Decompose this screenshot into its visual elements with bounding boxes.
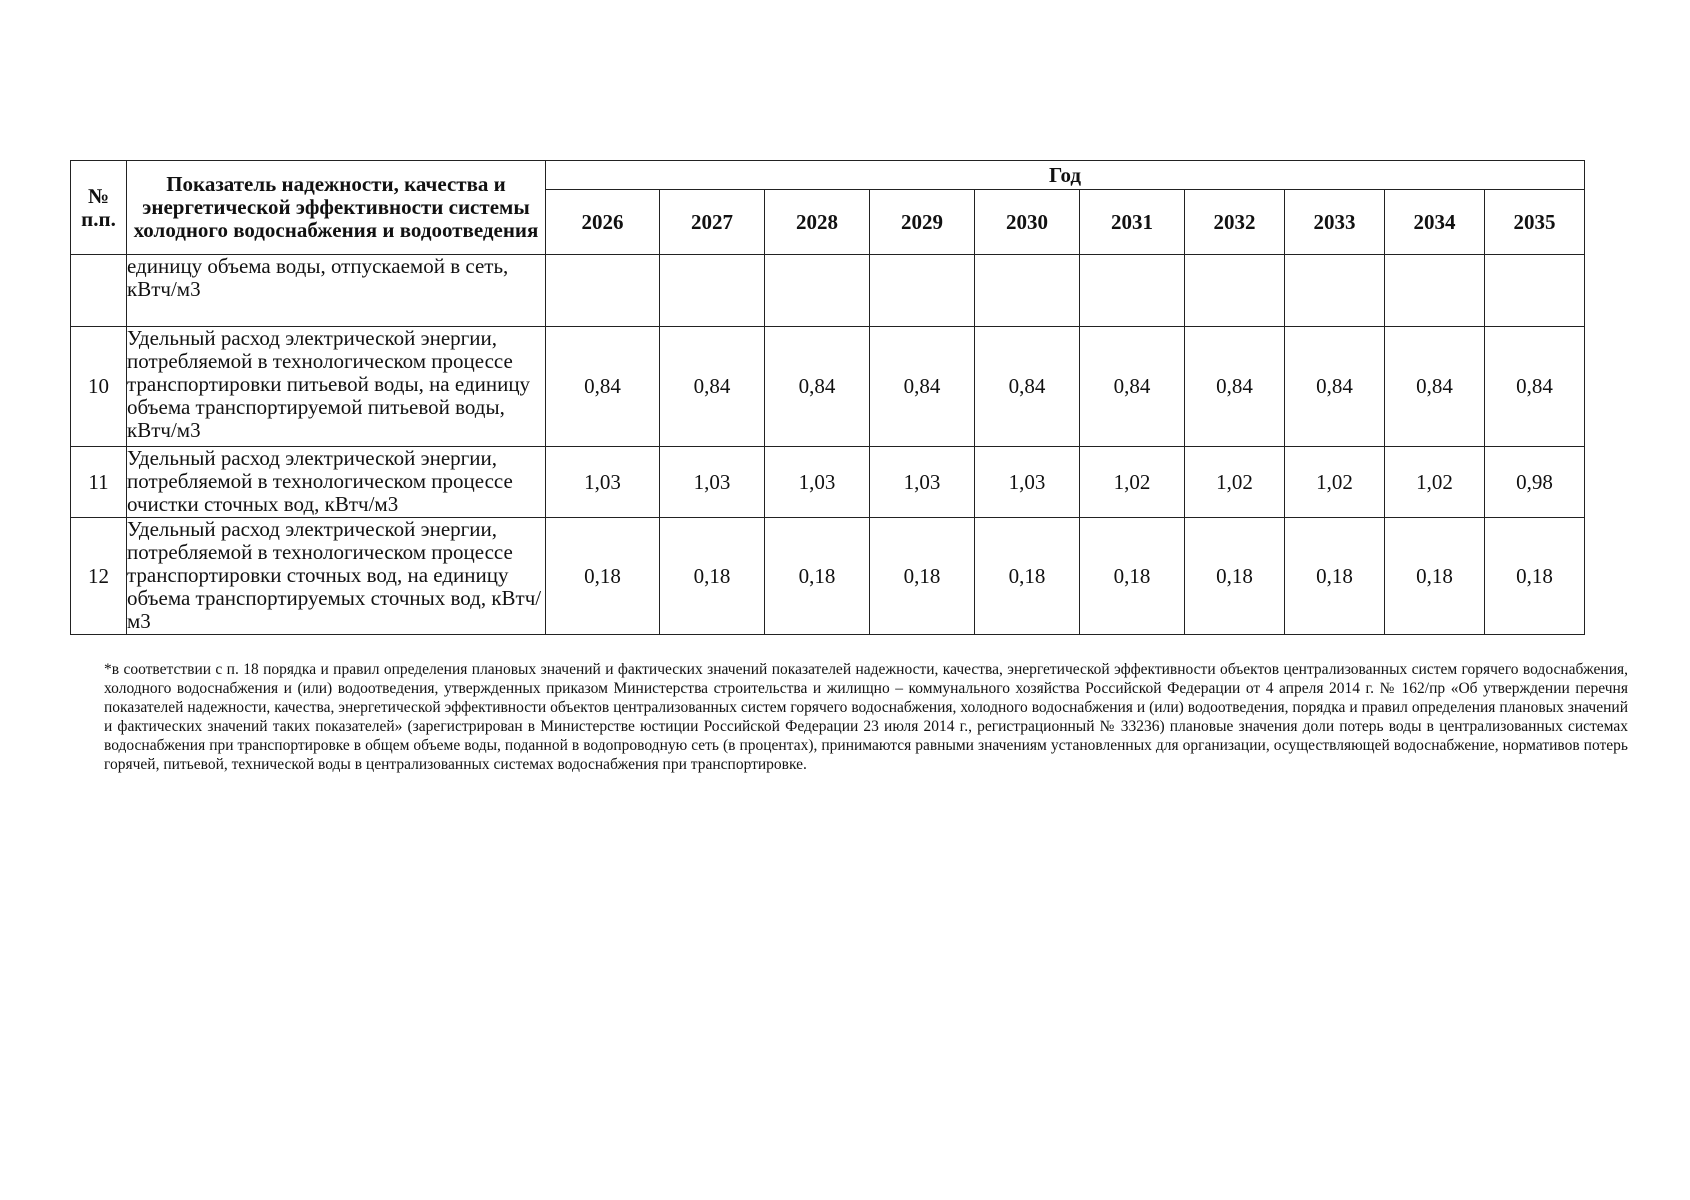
row-indicator-name: единицу объема воды, отпускаемой в сеть, кВтч/м3 <box>127 255 546 327</box>
row-number: 10 <box>71 327 127 447</box>
value-cell: 0,18 <box>1185 518 1285 635</box>
value-cell <box>765 255 870 327</box>
value-cell: 0,18 <box>1285 518 1385 635</box>
value-cell: 0,18 <box>546 518 660 635</box>
value-cell: 1,03 <box>975 447 1080 518</box>
table-row-continuation <box>71 255 1585 327</box>
header-year-2035: 2035 <box>1485 190 1585 255</box>
value-cell: 0,18 <box>975 518 1080 635</box>
value-cell: 0,84 <box>870 327 975 447</box>
value-cell: 0,84 <box>660 327 765 447</box>
value-cell: 0,18 <box>765 518 870 635</box>
value-cell <box>975 255 1080 327</box>
value-cell: 0,18 <box>1385 518 1485 635</box>
row-indicator-name: Удельный расход электрической энергии, потребляемой в технологическом процессе транспортировки питьевой воды, на единицу объема транспортируемой питьевой воды, кВтч/м3 <box>127 327 546 447</box>
footnote: *в соответствии с п. 18 порядка и правил определения плановых значений и фактических значений показателей надежности, качества, энергетической эффективности объектов централизованных систем горячего водоснабжения, холодного водоснабжения и (или) водоотведения, утвержденных приказом Министерства строительства и жилищно – коммунального хозяйства Российской Федерации от 4 апреля 2014 г. № 162/пр «Об утверждении перечня показателей надежности, качества, энергетической эффективности объектов централизованных систем горячего водоснабжения, холодного водоснабжения и (или) водоотведения, порядка и правил определения плановых значений и фактических значений таких показателей» (зарегистрирован в Министерстве юстиции Российской Федерации 23 июля 2014 г., регистрационный № 33236) плановые значения доли потерь воды в централизованных системах водоснабжения при транспортировке в общем объеме воды, поданной в водопроводную сеть (в процентах), принимаются равными значениям установленных для организации, осуществляющей водоснабжение, нормативов потерь горячей, питьевой, технической воды в централизованных системах водоснабжения при транспортировке. <box>104 661 1628 773</box>
row-indicator-name: Удельный расход электрической энергии, потребляемой в технологическом процессе транспортировки сточных вод, на единицу объема транспортируемых сточных вод, кВтч/м3 <box>127 518 546 635</box>
table-row-11 <box>71 447 1585 518</box>
header-year-2032: 2032 <box>1185 190 1285 255</box>
header-year-2034: 2034 <box>1385 190 1485 255</box>
row-indicator-name: Удельный расход электрической энергии, потребляемой в технологическом процессе очистки сточных вод, кВтч/м3 <box>127 447 546 518</box>
value-cell: 0,84 <box>546 327 660 447</box>
value-cell: 0,84 <box>1385 327 1485 447</box>
value-cell <box>546 255 660 327</box>
row-number: 11 <box>71 447 127 518</box>
value-cell <box>1080 255 1185 327</box>
value-cell: 1,03 <box>765 447 870 518</box>
header-year-2026: 2026 <box>546 190 660 255</box>
value-cell: 1,03 <box>546 447 660 518</box>
indicators-table <box>70 160 1585 635</box>
value-cell: 0,84 <box>975 327 1080 447</box>
value-cell: 0,84 <box>765 327 870 447</box>
value-cell <box>660 255 765 327</box>
header-year-2030: 2030 <box>975 190 1080 255</box>
header-year-2028: 2028 <box>765 190 870 255</box>
header-year-group: Год <box>546 161 1585 190</box>
row-number <box>71 255 127 327</box>
value-cell <box>1285 255 1385 327</box>
value-cell: 1,03 <box>660 447 765 518</box>
header-row-top <box>71 161 1585 190</box>
value-cell: 0,84 <box>1185 327 1285 447</box>
value-cell: 0,84 <box>1080 327 1185 447</box>
value-cell: 0,84 <box>1285 327 1385 447</box>
header-year-2031: 2031 <box>1080 190 1185 255</box>
header-year-2027: 2027 <box>660 190 765 255</box>
value-cell <box>1385 255 1485 327</box>
table-row-12 <box>71 518 1585 635</box>
value-cell <box>1485 255 1585 327</box>
value-cell: 1,02 <box>1080 447 1185 518</box>
header-no: № п.п. <box>71 161 127 255</box>
value-cell <box>1185 255 1285 327</box>
header-year-2033: 2033 <box>1285 190 1385 255</box>
value-cell: 0,18 <box>870 518 975 635</box>
value-cell: 0,18 <box>1080 518 1185 635</box>
value-cell: 1,02 <box>1185 447 1285 518</box>
value-cell: 1,03 <box>870 447 975 518</box>
value-cell <box>870 255 975 327</box>
table-row-10 <box>71 327 1585 447</box>
row-number: 12 <box>71 518 127 635</box>
value-cell: 1,02 <box>1285 447 1385 518</box>
value-cell: 1,02 <box>1385 447 1485 518</box>
header-indicator: Показатель надежности, качества и энергетической эффективности системы холодного водоснабжения и водоотведения <box>127 161 546 255</box>
header-year-2029: 2029 <box>870 190 975 255</box>
value-cell: 0,84 <box>1485 327 1585 447</box>
value-cell: 0,18 <box>1485 518 1585 635</box>
value-cell: 0,98 <box>1485 447 1585 518</box>
value-cell: 0,18 <box>660 518 765 635</box>
